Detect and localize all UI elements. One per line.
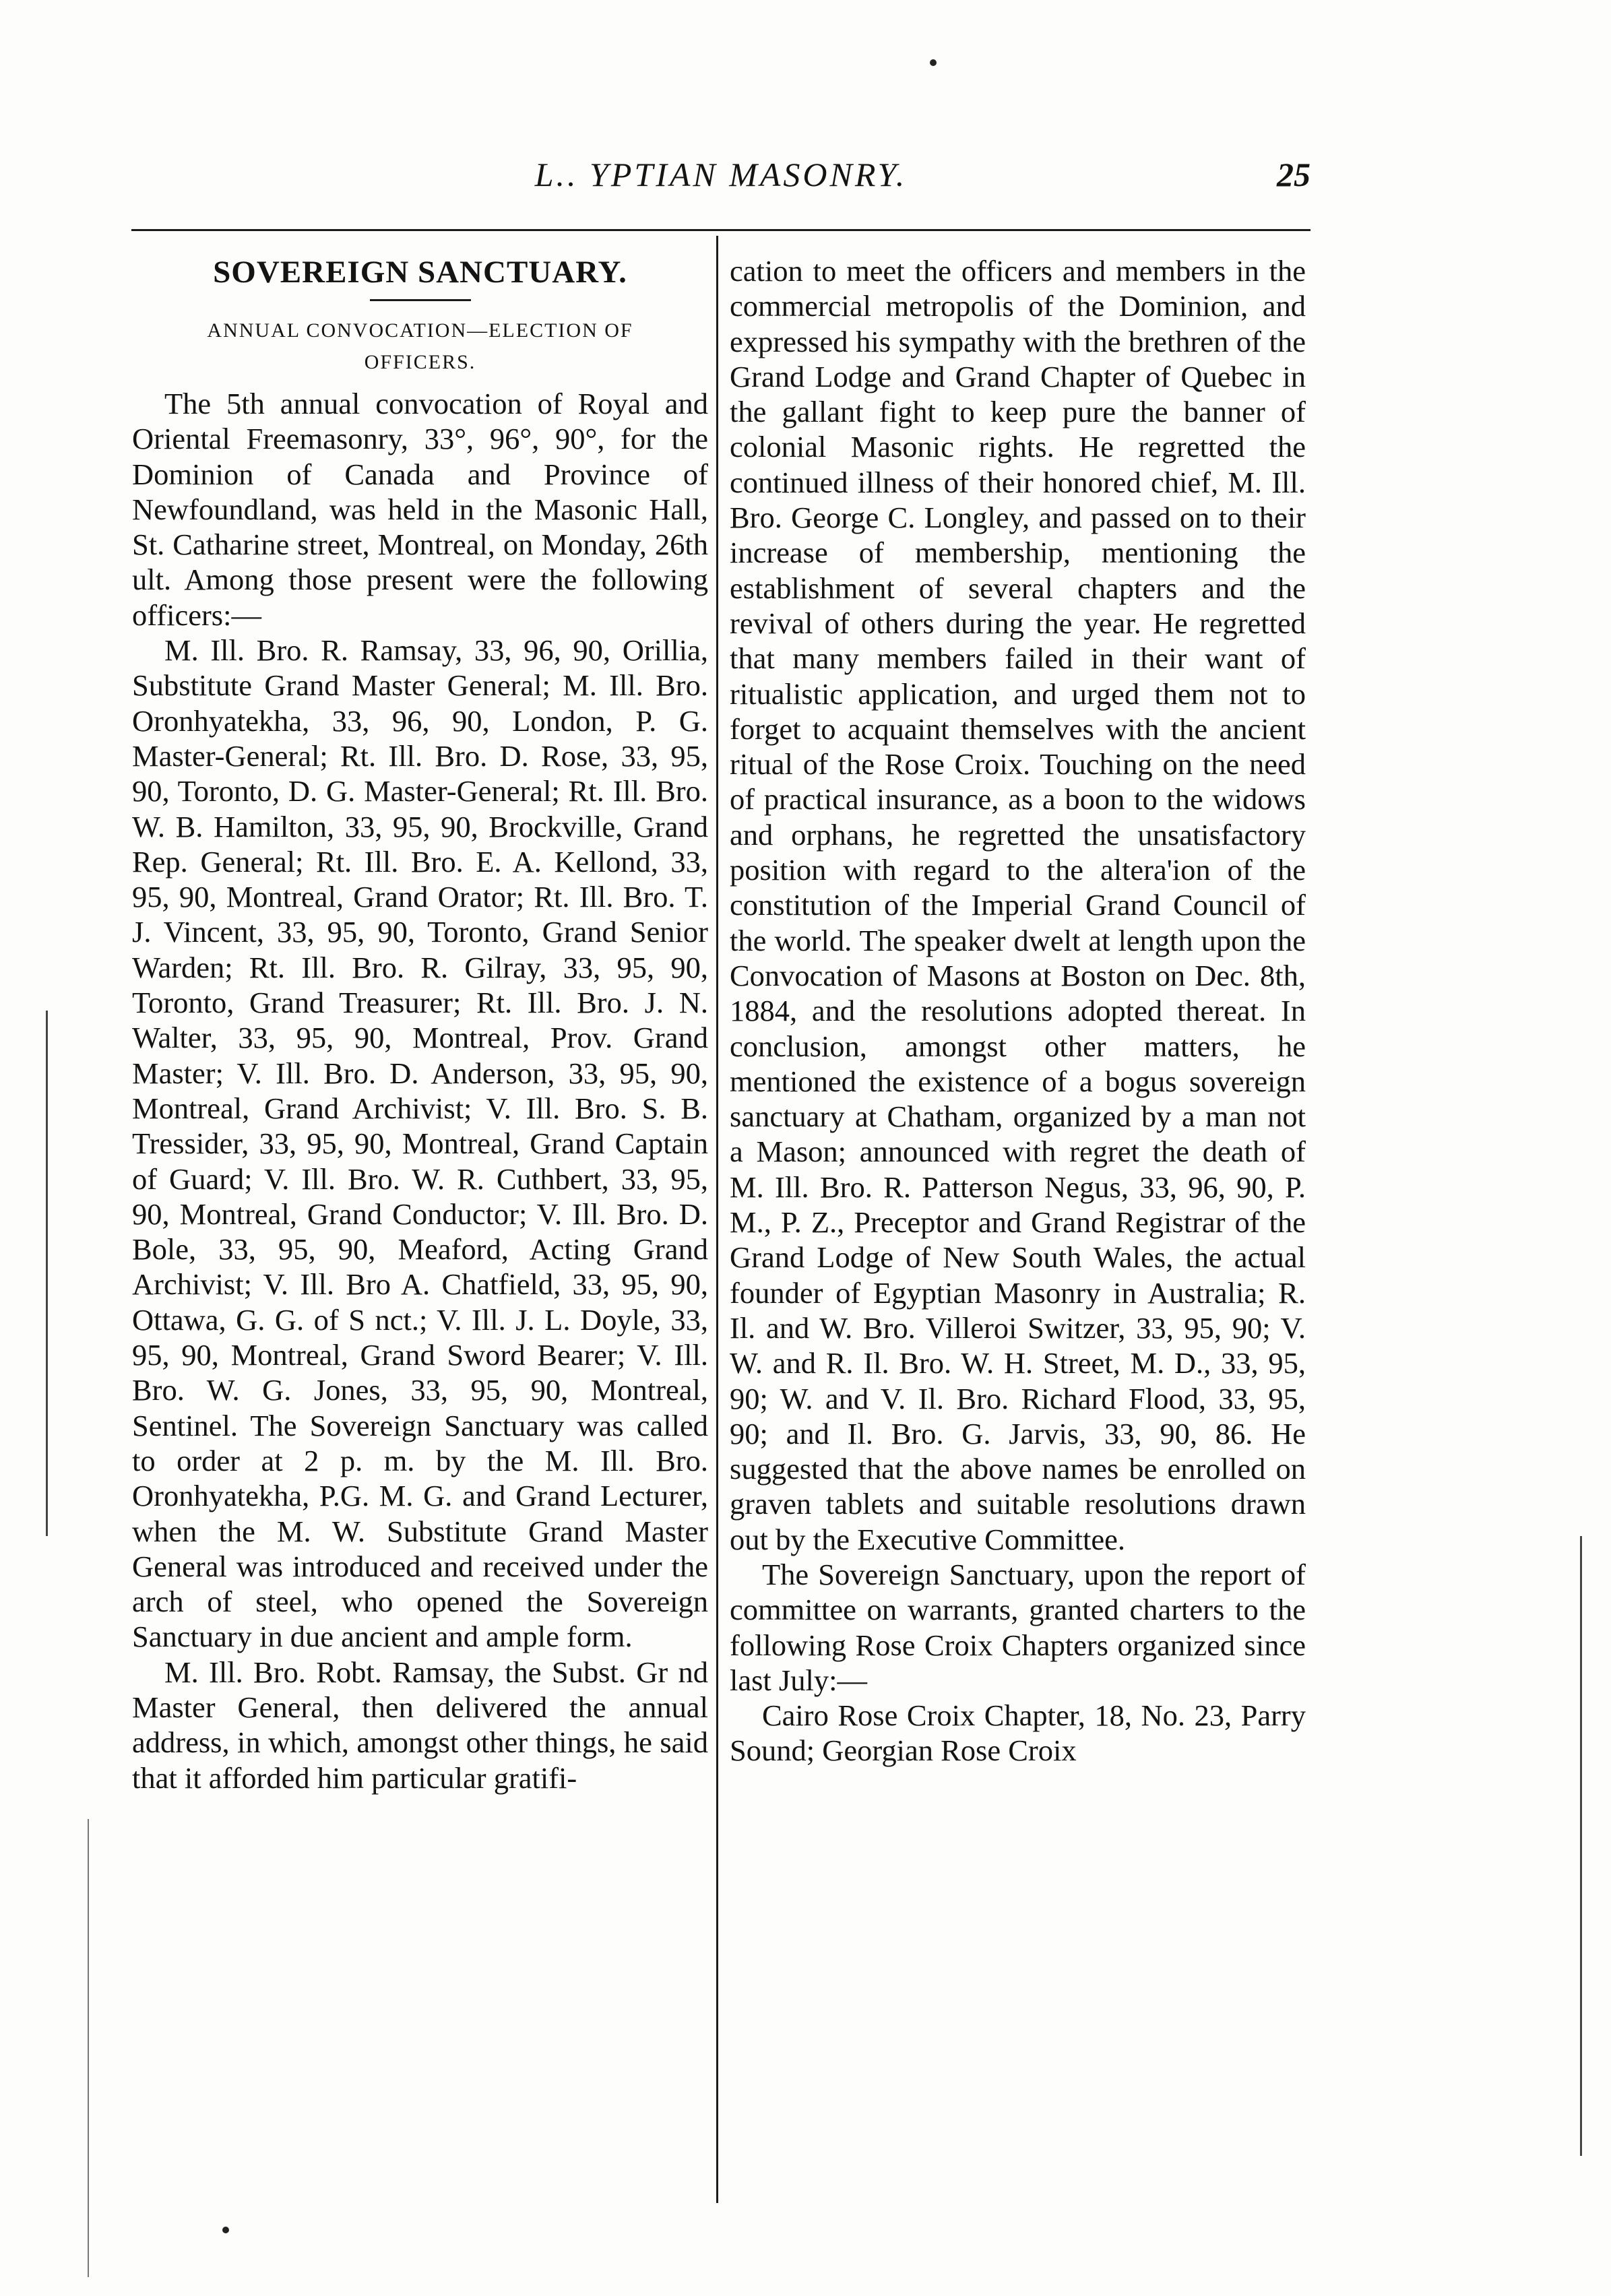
column-rule	[716, 236, 718, 2203]
right-column	[730, 253, 1306, 1768]
margin-scan-mark	[1580, 1536, 1582, 2156]
page-number: 25	[1277, 156, 1310, 193]
header-rule	[131, 229, 1310, 231]
article-subtitle: ANNUAL CONVOCATION—ELECTION OF OFFICERS.	[207, 319, 633, 373]
paragraph: The 5th annual convocation of Royal and Oriental Freemasonry, 33°, 96°, 90°, for the Dominion of Canada and Province of Newfoundland, was held in the Masonic Hall, St. Catharine street, Montreal, on Monday, 26th ult. Among those present were the following officers:—	[132, 387, 708, 632]
running-title: L.. YPTIAN MASONRY.	[534, 156, 908, 193]
article-title: SOVEREIGN SANCTUARY.	[213, 255, 627, 290]
ink-speck	[930, 59, 937, 66]
running-head	[131, 155, 1310, 202]
paragraph: Cairo Rose Croix Chapter, 18, No. 23, Parry Sound; Georgian Rose Croix	[730, 1698, 1306, 1768]
margin-scan-mark	[46, 1011, 48, 1536]
paragraph: M. Ill. Bro. R. Ramsay, 33, 96, 90, Orillia, Substitute Grand Master General; M. Ill. Bro. Oronhyatekha, 33, 96, 90, London, P. G. Master-General; Rt. Ill. Bro. D. Rose, 33, 95, 90, Toronto, D. G. Master-General; Rt. Ill. Bro. W. B. Hamilton, 33, 95, 90, Brockville, Grand Rep. General; Rt. Ill. Bro. E. A. Kellond, 33, 95, 90, Montreal, Grand Orator; Rt. Ill. Bro. T. J. Vincent, 33, 95, 90, Toronto, Grand Senior Warden; Rt. Ill. Bro. R. Gilray, 33, 95, 90, Toronto, Grand Treasurer; Rt. Ill. Bro. J. N. Walter, 33, 95, 90, Montreal, Prov. Grand Master; V. Ill. Bro. D. Anderson, 33, 95, 90, Montreal, Grand Archivist; V. Ill. Bro. S. B. Tressider, 33, 95, 90, Montreal, Grand Captain of Guard; V. Ill. Bro. W. R. Cuthbert, 33, 95, 90, Montreal, Grand Conductor; V. Ill. Bro. D. Bole, 33, 95, 90, Meaford, Acting Grand Archivist; V. Ill. Bro A. Chatfield, 33, 95, 90, Ottawa, G. G. of S nct.; V. Ill. J. L. Doyle, 33, 95, 90, Montreal, Grand Sword Bearer; V. Ill. Bro. W. G. Jones, 33, 95, 90, Montreal, Sentinel. The Sovereign Sanctuary was called to order at 2 p. m. by the M. Ill. Bro. Oronhyatekha, P.G. M. G. and Grand Lecturer, when the M. W. Substitute Grand Master General was introduced and received under the arch of steel, who opened the Sovereign Sanctuary in due ancient and ample form.	[132, 633, 708, 1654]
ink-speck	[222, 2227, 229, 2233]
paragraph: cation to meet the officers and members in the commercial metropolis of the Dominion, and expressed his sympathy with the brethren of the Grand Lodge and Grand Chapter of Quebec in the gallant fight to keep pure the banner of colonial Masonic rights. He regretted the continued illness of their honored chief, M. Ill. Bro. George C. Longley, and passed on to their increase of membership, mentioning the establishment of several chapters and the revival of others during the year. He regretted that many members failed in their want of ritualistic application, and urged them not to forget to acquaint themselves with the ancient ritual of the Rose Croix. Touching on the need of practical insurance, as a boon to the widows and orphans, he regretted the unsatisfactory position with regard to the altera'ion of the constitution of the Imperial Grand Council of the world. The speaker dwelt at length upon the Convocation of Masons at Boston on Dec. 8th, 1884, and the resolutions adopted thereat. In conclusion, amongst other matters, he mentioned the existence of a bogus sovereign sanctuary at Chatham, organized by a man not a Mason; announced with regret the death of M. Ill. Bro. R. Patterson Negus, 33, 96, 90, P. M., P. Z., Preceptor and Grand Registrar of the Grand Lodge of New South Wales, the actual founder of Egyptian Masonry in Australia; R. Il. and W. Bro. Villeroi Switzer, 33, 95, 90; V. W. and R. Il. Bro. W. H. Street, M. D., 33, 95, 90; W. and V. Il. Bro. Richard Flood, 33, 95, 90; and Il. Bro. G. Jarvis, 33, 90, 86. He suggested that the above names be enrolled on graven tablets and suitable resolutions drawn out by the Executive Committee.	[730, 254, 1306, 1556]
paragraph: M. Ill. Bro. Robt. Ramsay, the Subst. Gr nd Master General, then delivered the annual address, in which, amongst other things, he said that it afforded him particular gratifi-	[132, 1655, 708, 1795]
paragraph: The Sovereign Sanctuary, upon the report of committee on warrants, granted charters to the following Rose Croix Chapters organized since last July:—	[730, 1557, 1306, 1697]
title-rule	[370, 299, 471, 301]
margin-scan-mark	[88, 1819, 89, 2277]
left-column	[132, 253, 708, 1795]
